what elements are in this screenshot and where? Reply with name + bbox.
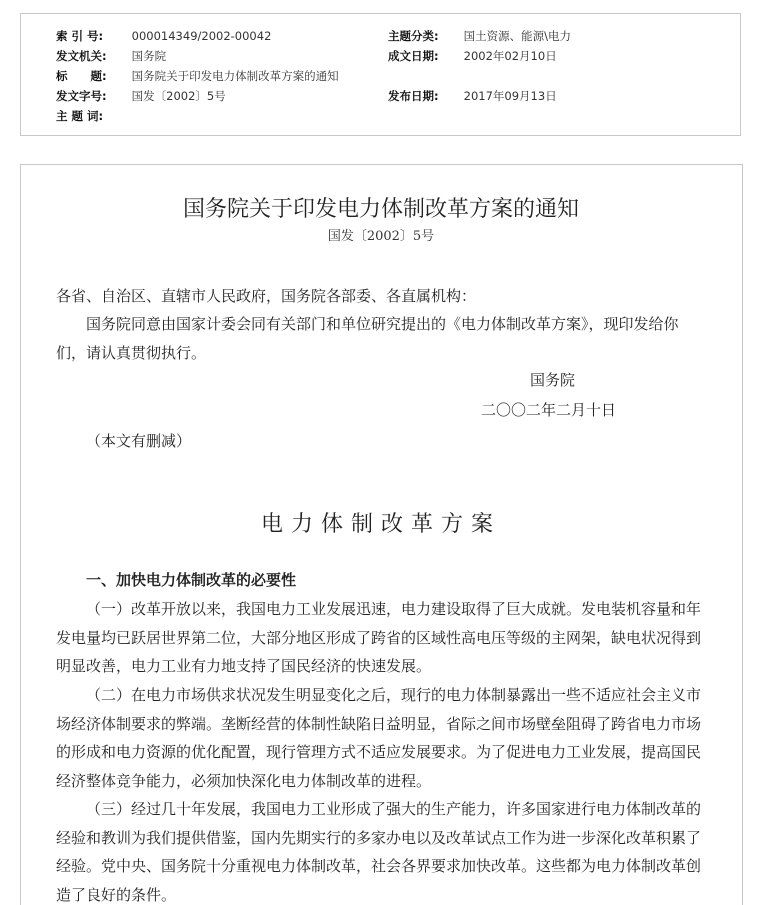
meta-written-date-label: 成文日期: [388, 49, 439, 63]
meta-doc-number-value: 国发〔2002〕5号 [131, 89, 226, 103]
paragraph-3: （三）经过几十年发展，我国电力工业形成了强大的生产能力，许多国家进行电力体制改革的经验和教训为我们提供借鉴，国内先期实行的多家办电以及改革试点工作为进一步深化改革积累了经验。党中央、国务院十分重视电力体制改革，社会各界要求加快改革。这些都为电力体制改革创造了良好的条件。 [56, 800, 702, 904]
meta-doc-number-row [56, 87, 226, 105]
section-heading: 一、加快电力体制改革的必要性 [86, 571, 297, 589]
paragraph-1: （一）改革开放以来，我国电力工业发展迅速，电力建设取得了巨大成就。发电装机容量和年发电量均已跃居世界第二位，大部分地区形成了跨省的区域性高电压等级的主网架，缺电状况得到明显改善，电力工业有力地支持了国民经济的快速发展。 [56, 600, 702, 675]
notice-body: 国务院同意由国家计委会同有关部门和单位研究提出的《电力体制改革方案》，现印发给你们，请认真贯彻执行。 [56, 315, 679, 362]
meta-category-value: 国土资源、能源\电力 [463, 29, 572, 43]
meta-title-row [56, 67, 339, 85]
document-title: 国务院关于印发电力体制改革方案的通知 [182, 197, 579, 222]
meta-keywords-row [56, 107, 128, 125]
meta-category-label: 主题分类: [388, 29, 439, 43]
plan-title: 电力体制改革方案 [260, 512, 501, 537]
meta-index-row [56, 27, 271, 45]
meta-written-date-value: 2002年02月10日 [463, 49, 557, 63]
meta-title-label: 标 题: [56, 69, 107, 83]
meta-written-date-row [388, 47, 557, 65]
meta-publish-date-label: 发布日期: [388, 89, 439, 103]
signature-date: 二〇〇二年二月十日 [481, 401, 617, 419]
abridged-note: （本文有删减） [86, 432, 192, 450]
meta-publish-date-value: 2017年09月13日 [463, 89, 557, 103]
meta-doc-number-label: 发文字号: [56, 89, 107, 103]
paragraph-2: （二）在电力市场供求状况发生明显变化之后，现行的电力体制暴露出一些不适应社会主义市场经济体制要求的弊端。垄断经营的体制性缺陷日益明显，省际之间市场壁垒阻碍了跨省电力市场的形成和电力资源的优化配置，现行管理方式不适应发展要求。为了促进电力工业发展，提高国民经济整体竞争能力，必须加快深化电力体制改革的进程。 [56, 686, 702, 790]
meta-issuer-label: 发文机关: [56, 49, 107, 63]
document-number: 国发〔2002〕5号 [327, 229, 435, 244]
meta-index-label: 索 引 号: [56, 29, 104, 43]
meta-issuer-value: 国务院 [131, 49, 167, 63]
meta-title-value: 国务院关于印发电力体制改革方案的通知 [131, 69, 339, 83]
meta-keywords-label: 主 题 词: [56, 109, 104, 123]
salutation: 各省、自治区、直辖市人民政府，国务院各部委、各直属机构： [56, 287, 477, 305]
signature: 国务院 [530, 371, 576, 389]
meta-publish-date-row [388, 87, 557, 105]
meta-index-value: 000014349/2002-00042 [131, 29, 272, 43]
meta-category-row [388, 27, 571, 45]
meta-issuer-row [56, 47, 166, 65]
